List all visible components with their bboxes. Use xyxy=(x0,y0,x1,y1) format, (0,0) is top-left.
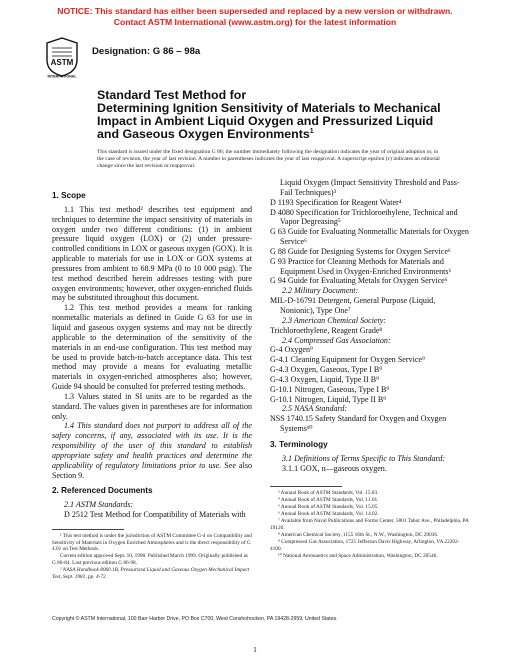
footnotes-left xyxy=(52,533,252,581)
acs-subheading: 2.3 American Chemical Society: xyxy=(282,315,386,325)
reference-item: NSS 1740.15 Safety Standard for Oxygen and Oxygen Systems¹⁰ xyxy=(270,414,447,434)
footnote-rule-left xyxy=(52,529,124,530)
document-title xyxy=(97,88,441,141)
footnote: ¹ This test method is under the jurisdiction of ASTM Committee G-4 on Compatibility and Sensitivity of Materials in Oxygen Enriched Atmospheres and is the direct responsibility of G 4.01 on Test Methods. xyxy=(52,533,252,553)
footnote: ³ Annual Book of ASTM Standards, Vol. 15.03. xyxy=(278,490,379,496)
safety-caveat: 1.4 This standard does not purport to address all of the safety concerns, if any, associated with its use. It is the responsibility of the user of this standard to establish appropriate safety and health practices and determine the applicability of regulatory limitations prior to use. xyxy=(52,421,252,470)
reference-item: G-4 Oxygen⁹ xyxy=(270,345,313,355)
footnote: ¹⁰ National Aeronautics and Space Administration, Washington, DC 20546. xyxy=(278,552,438,559)
withdrawal-notice xyxy=(0,6,510,27)
scope-paragraph-4 xyxy=(52,421,252,480)
reference-item: D 4080 Specification for Trichloroethylene, Technical and Vapor Degreasing⁵ xyxy=(270,207,458,227)
scope-paragraph-1: 1.1 This test method² describes test equipment and techniques to determine the impact sensitivity of materials in oxygen under two different conditions: (1) in ambient pressure liquid oxygen (LOX) or (2) under pressure-controlled conditions in LOX or gaseous oxygen (GOX). It is applicable to materials for use in LOX or GOX systems at pressures from ambient to 68.9 MPa (0 to 10 000 psig). The test method described herein addresses testing with pure oxygen environments; however, other oxygen-enriched fluids may be substituted throughout this document. xyxy=(52,204,252,303)
footnote: ⁴ Annual Book of ASTM Standards, Vol. 11.01. xyxy=(278,497,379,504)
definition-gox: 3.1.1 GOX, n—gaseous oxygen. xyxy=(282,463,387,473)
logo-subtext: INTERNATIONAL xyxy=(47,74,77,78)
nasa-subheading: 2.5 NASA Standard: xyxy=(282,404,348,414)
safety-caveat-tail: See also Section 9. xyxy=(52,460,252,480)
footnote: ⁸ American Chemical Society, 1155 16th St., N.W., Washington, DC 20036. xyxy=(278,532,439,539)
issuance-statement: This standard is issued under the fixed designation G 86; the number immediately following the designation indicates the year of original adoption or, in the case of revision, the year of last revision. A number in parentheses indicates the year of last reapproval. A superscript epsilon (ε) indicates an editorial change since the last revision or reapproval. xyxy=(97,149,440,170)
reference-item: MIL-D-16791 Detergent, General Purpose (Liquid, Nonionic), Type One⁷ xyxy=(270,296,436,315)
cga-subheading: 2.4 Compressed Gas Association: xyxy=(282,335,391,345)
reference-item: G-4.3 Oxygen, Liquid, Type II B⁹ xyxy=(270,374,379,384)
logo-text: ASTM xyxy=(50,58,74,67)
military-document-subheading: 2.2 Military Document: xyxy=(282,286,359,296)
reference-item: G-10.1 Nitrogen, Gaseous, Type I B⁹ xyxy=(270,384,390,394)
notice-line-1: NOTICE: This standard has either been superseded and replaced by a new version or withdrawn. xyxy=(57,6,453,16)
reference-item: G 63 Guide for Evaluating Nonmetallic Materials for Oxygen Service⁶ xyxy=(270,227,469,247)
title-line: Impact in Ambient Liquid Oxygen and Pressurized Liquid xyxy=(97,114,434,128)
footnote: ⁹ Compressed Gas Association, 1725 Jefferson Davis Highway, Arlington, VA 22202-4100. xyxy=(270,539,460,552)
reference-item: G 88 Guide for Designing Systems for Oxygen Service⁶ xyxy=(270,246,451,256)
page-number: 1 xyxy=(253,645,257,654)
footnote: Current edition approved Sept. 10, 1998. Published March 1999. Originally published as G 86-84. Last previous edition G 86-98. xyxy=(52,553,248,566)
reference-d2512-continued: Liquid Oxygen (Impact Sensitivity Threshold and Pass-Fail Techniques)³ xyxy=(280,178,460,197)
reference-item: G-4.1 Cleaning Equipment for Oxygen Service⁹ xyxy=(270,355,425,365)
reference-item: G 94 Guide for Evaluating Metals for Oxygen Service⁶ xyxy=(270,276,448,286)
footnote: ² NASA Handbook 8060.1B, Pressurized Liquid and Gaseous Oxygen Mechanical Impact Test, Sept. 1981, pp. 4-72. xyxy=(52,566,250,580)
referenced-documents-heading: 2. Referenced Documents xyxy=(52,486,153,496)
reference-item: Trichloroethylene, Reagent Grade⁸ xyxy=(270,325,383,335)
title-footnote-mark: 1 xyxy=(309,127,314,135)
right-column xyxy=(270,178,470,473)
scope-paragraph-3: 1.3 Values stated in SI units are to be regarded as the standard. The values given in parentheses are for information only. xyxy=(52,391,252,421)
reference-item: G-10.1 Nitrogen, Liquid, Type II B⁹ xyxy=(270,394,387,404)
footnotes-right xyxy=(270,490,470,560)
footnote: ⁷ Available from Naval Publications and Forms Center, 5801 Tabor Ave., Philadelphia, PA 19120. xyxy=(270,518,469,531)
scope-paragraph-2: 1.2 This test method provides a means for ranking nonmetallic materials as defined in Guide G 63 for use in liquid and gaseous oxygen systems and may not be directly applicable to the determination of the sensitivity of the materials in an end-use configuration. This test method may be used to provide batch-to-batch acceptance data. This test method may provide a means for evaluating metallic materials in oxygen-enriched atmospheres also; however, Guide 94 should be consulted for preferred testing methods. xyxy=(52,303,252,392)
reference-item: G-4.3 Oxygen, Gaseous, Type I B⁹ xyxy=(270,365,383,375)
terminology-heading: 3. Terminology xyxy=(270,439,328,449)
title-line: Determining Ignition Sensitivity of Materials to Mechanical xyxy=(97,101,441,115)
notice-line-2: Contact ASTM International (www.astm.org) for the latest information xyxy=(113,16,397,27)
title-line xyxy=(97,128,427,141)
terminology-subheading: 3.1 Definitions of Terms Specific to This Standard: xyxy=(282,453,446,463)
left-column xyxy=(52,185,252,520)
copyright-line: Copyright © ASTM International, 100 Barr Harbor Drive, PO Box C700, West Conshohocken, PA 19428-2959, United States. xyxy=(52,616,338,622)
title-line-text: and Gaseous Oxygen Environments xyxy=(97,127,310,141)
designation: Designation: G 86 – 98a xyxy=(92,46,201,57)
reference-d2512: D 2512 Test Method for Compatibility of Materials with xyxy=(64,510,246,520)
footnote: ⁶ Annual Book of ASTM Standards, Vol. 14.02. xyxy=(278,511,379,518)
astm-standards-subheading: 2.1 ASTM Standards: xyxy=(64,500,134,510)
reference-item: D 1193 Specification for Reagent Water⁴ xyxy=(270,197,402,207)
astm-logo-icon xyxy=(44,36,80,78)
footnote: ⁵ Annual Book of ASTM Standards, Vol. 15.05. xyxy=(278,504,379,511)
footnote-rule-right xyxy=(270,486,342,487)
title-line: Standard Test Method for xyxy=(97,88,247,102)
scope-heading: 1. Scope xyxy=(52,191,86,200)
reference-item: G 93 Practice for Cleaning Methods for Materials and Equipment Used in Oxygen-Enriched Environments⁶ xyxy=(270,256,452,276)
